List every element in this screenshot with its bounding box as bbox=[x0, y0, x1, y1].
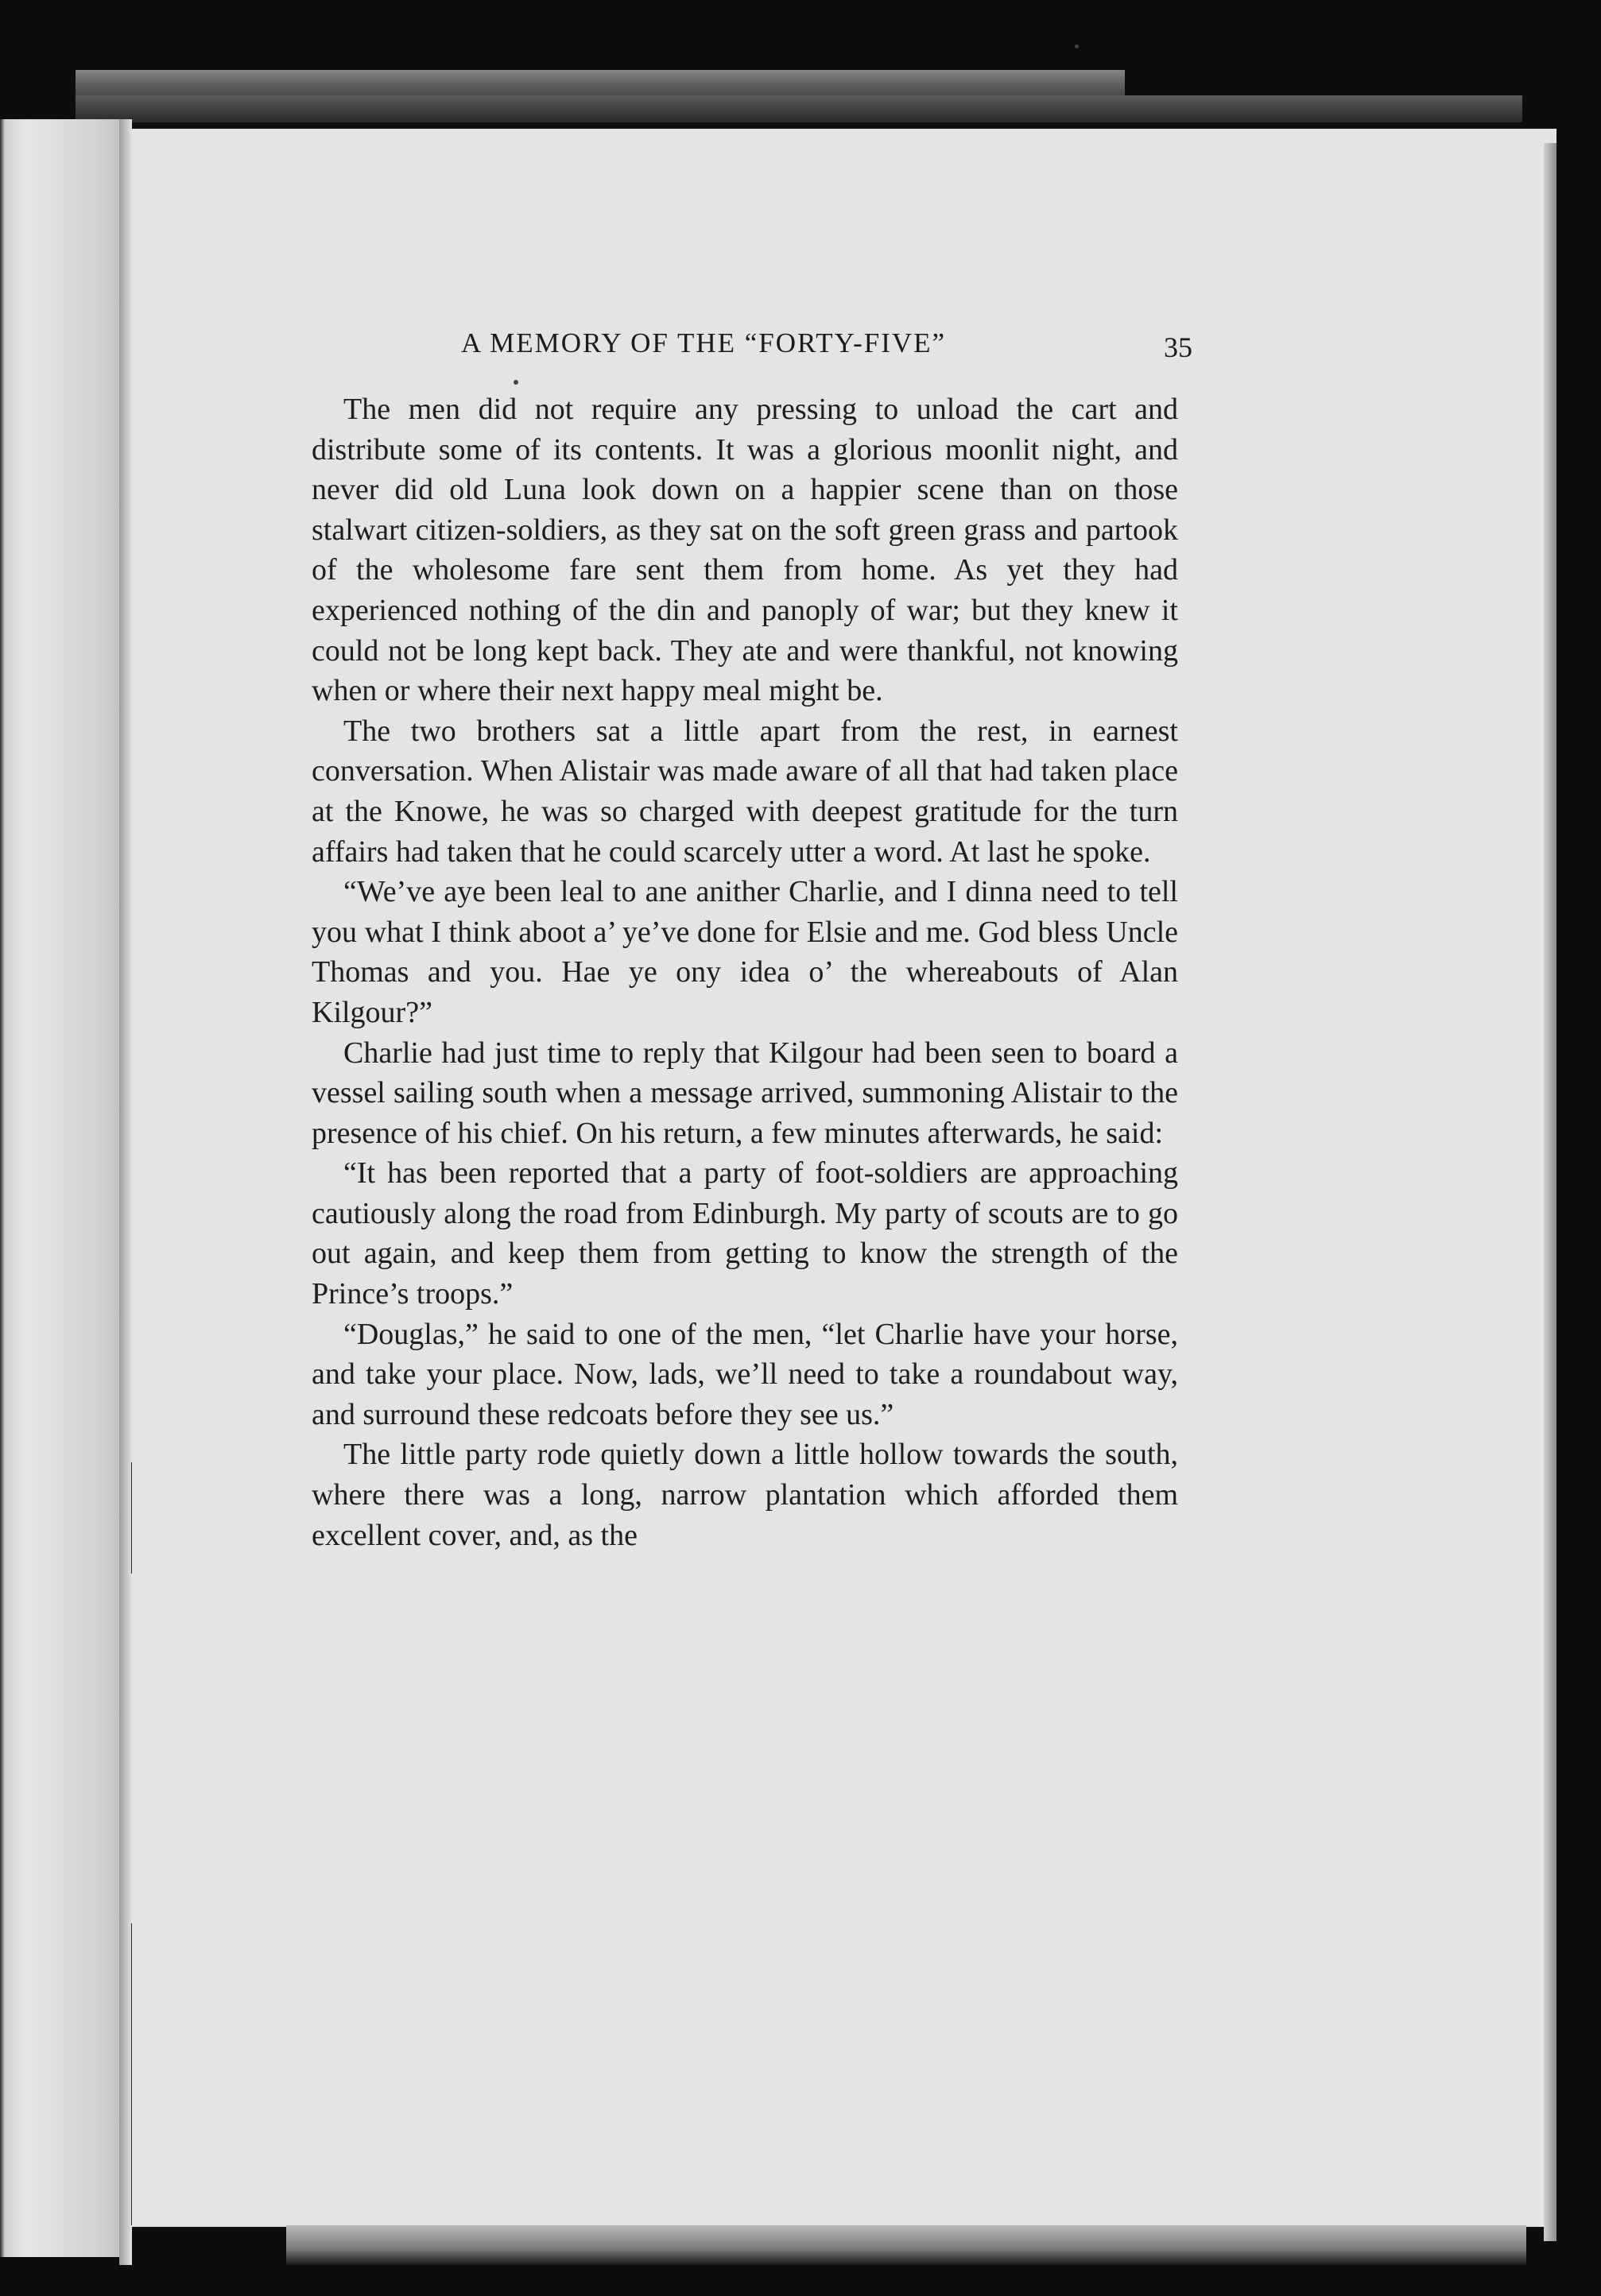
page-header bbox=[461, 327, 1192, 367]
paragraph: “It has been reported that a party of foot-soldiers are approaching cautiously along the road from Edinburgh. My party of scouts are to go out again, and keep them from getting to know the strength of the Prince’s troops.” bbox=[312, 1156, 1178, 1311]
bottom-page-edge bbox=[286, 2225, 1526, 2265]
paragraph: The men did not require any pressing to unload the cart and distribute some of its contents. It was a glorious moonlit night, and never did old Luna look down on a happier scene than on those stalwart citizen-soldiers, as they sat on the soft green grass and partook of the wholesome fare sent them from home. As yet they had experienced nothing of the din and panoply of war; but they knew it could not be long kept back. They ate and were thankful, not knowing when or where their next happy meal might be. bbox=[312, 393, 1178, 708]
top-shadow-band bbox=[76, 95, 1522, 122]
page-number: 35 bbox=[1164, 331, 1192, 363]
book-spine-edge bbox=[0, 119, 119, 2257]
running-head: A MEMORY OF THE “FORTY-FIVE” bbox=[461, 327, 947, 358]
paragraph: The little party rode quietly down a little hollow towards the south, where there was a long, narrow plantation which afforded them excellent cover, and, as the bbox=[312, 1438, 1178, 1552]
body-text bbox=[312, 389, 1178, 1555]
right-page-edge bbox=[1544, 143, 1556, 2241]
dust-speck bbox=[514, 380, 518, 385]
binding-gutter bbox=[119, 119, 132, 2265]
dust-speck bbox=[1075, 45, 1079, 48]
paragraph: “We’ve aye been leal to ane anither Charlie, and I dinna need to tell you what I think aboot a’ ye’ve done for Elsie and me. God bless Uncle Thomas and you. Hae ye ony idea o’ the whereabouts of Alan Kilgour?” bbox=[312, 875, 1178, 1029]
paragraph: The two brothers sat a little apart from the rest, in earnest conversation. When Alistair was made aware of all that had taken place at the Knowe, he was so charged with deepest gratitude for the turn affairs had taken that he could scarcely utter a word. At last he spoke. bbox=[312, 714, 1178, 869]
paragraph: “Douglas,” he said to one of the men, “let Charlie have your horse, and take your place. Now, lads, we’ll need to take a roundabout way, and surround these redcoats before they see us.” bbox=[312, 1317, 1178, 1431]
paragraph: Charlie had just time to reply that Kilgour had been seen to board a vessel sailing south when a message arrived, summoning Alistair to the presence of his chief. On his return, a few minutes afterwards, he said: bbox=[312, 1036, 1178, 1150]
